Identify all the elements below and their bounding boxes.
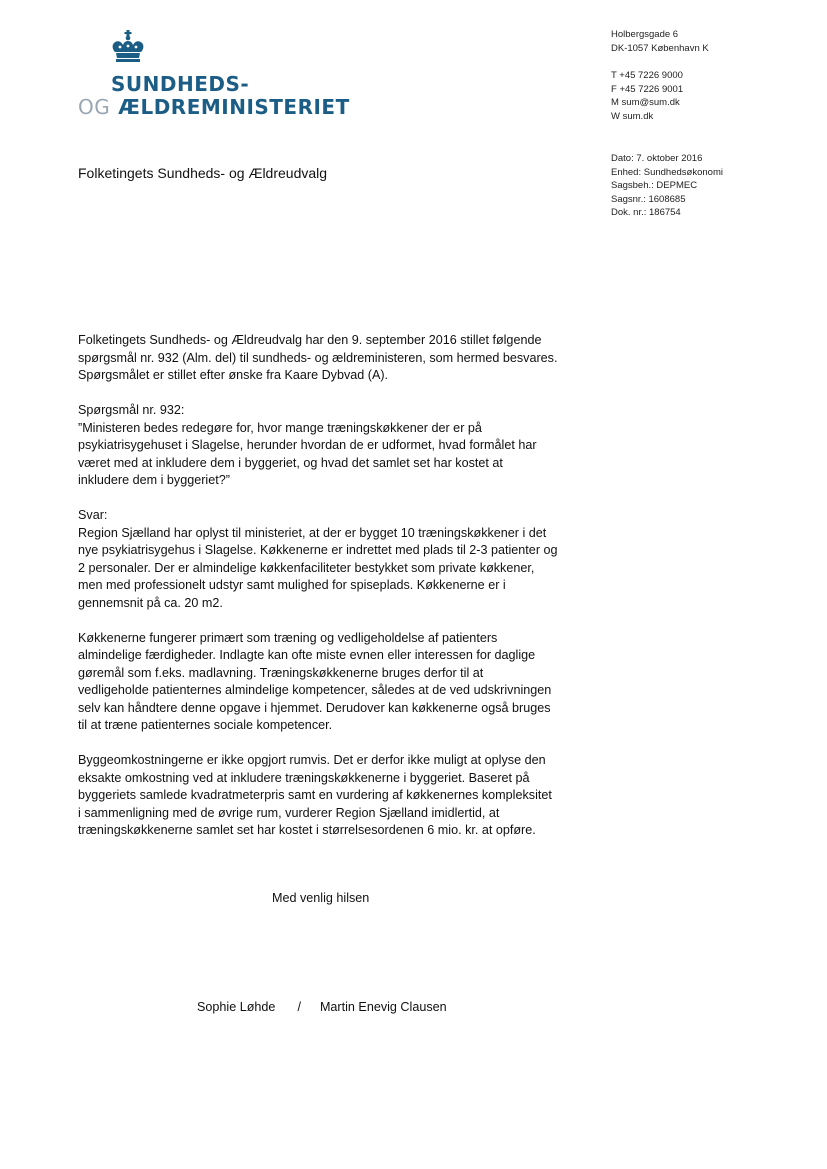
contact-email: M sum@sum.dk: [611, 97, 680, 108]
recipient: Folketingets Sundheds- og Ældreudvalg: [78, 165, 328, 181]
text-line: gøremål som f.eks. madlavning. Træningskøkkenerne bruges derfor til at: [78, 665, 484, 680]
document-metadata: [611, 152, 723, 220]
answer-paragraph: [78, 507, 578, 612]
meta-case-handler: Sagsbeh.: DEPMEC: [611, 180, 698, 191]
answer-heading: Svar:: [78, 508, 108, 522]
sender-address: [611, 28, 709, 55]
text-line: nye psykiatrisygehus i Slagelse. Køkkenerne er indrettet med plads til 2-3 patienter og: [78, 543, 558, 557]
training-purpose-paragraph: [78, 630, 578, 735]
sender-contact: [611, 69, 683, 123]
text-line: Folketingets Sundheds- og Ældreudvalg har den 9. september 2016 stillet følgende: [78, 333, 542, 347]
address-street: Holbergsgade 6: [611, 29, 679, 40]
intro-paragraph: [78, 332, 578, 385]
meta-unit: Enhed: Sundhedsøkonomi: [611, 166, 723, 178]
signatures: [197, 999, 447, 1016]
text-line: Spørgsmålet er stillet efter ønske fra Kaare Dybvad (A).: [78, 368, 389, 382]
address-city: DK-1057 København K: [611, 42, 709, 54]
signature-official: Martin Enevig Clausen: [319, 1000, 447, 1014]
text-line: Køkkenerne fungerer primært som træning og vedligeholdelse af patienters: [78, 630, 498, 645]
logo-ministry-name: ÆLDREMINISTERIET: [118, 95, 350, 119]
contact-fax: F +45 7226 9001: [611, 83, 684, 95]
meta-doc-number: Dok. nr.: 186754: [611, 207, 681, 218]
crown-icon: [108, 30, 148, 66]
text-line: træningskøkkenerne samlet set har kostet i størrelsesordenen 6 mio. kr. at opføre.: [78, 823, 536, 837]
meta-case-number: Sagsnr.: 1608685: [611, 193, 686, 205]
text-line: spørgsmål nr. 932 (Alm. del) til sundheds- og ældreministeren, som hermed besvares.: [78, 350, 558, 365]
logo-wordmark-line1: SUNDHEDS-: [111, 72, 250, 96]
question-heading: Spørgsmål nr. 932:: [78, 403, 185, 417]
text-line: eksakte omkostning ved at inkludere træningskøkkenerne i byggeriet. Baseret på: [78, 770, 530, 785]
text-line: 2 personaler. Der er almindelige køkkenfaciliteter bestykket som private køkkener,: [78, 560, 535, 575]
text-line: Region Sjælland har oplyst til ministeriet, at der er bygget 10 træningskøkkener i det: [78, 525, 547, 540]
text-line: gennemsnit på ca. 20 m2.: [78, 595, 223, 610]
text-line: inkludere dem i byggeriet?”: [78, 473, 230, 487]
logo-wordmark-line2: [78, 95, 350, 119]
signature-separator: /: [297, 1000, 301, 1014]
logo-og-prefix: OG: [78, 95, 111, 119]
text-line: selv kan håndtere denne opgave i hjemmet. Derudover kan køkkenerne også bruges: [78, 700, 551, 715]
text-line: til at træne patienternes sociale kompetencer.: [78, 718, 333, 732]
text-line: byggeriets samlede kvadratmeterpris samt en vurdering af køkkenernes kompleksitet: [78, 788, 552, 802]
text-line: i sammenligning med de øvrige rum, vurderer Region Sjælland imidlertid, at: [78, 805, 500, 820]
text-line: vedligeholde patienternes almindelige kompetencer, således at de ved udskrivningen: [78, 683, 552, 697]
text-line: ”Ministeren bedes redegøre for, hvor mange træningskøkkener der er på: [78, 420, 482, 435]
question-paragraph: [78, 402, 578, 490]
letter-body: [78, 332, 578, 857]
meta-date: Dato: 7. oktober 2016: [611, 153, 703, 164]
text-line: almindelige færdigheder. Indlagte kan ofte miste evnen eller interessen for daglige: [78, 648, 536, 662]
text-line: Byggeomkostningerne er ikke opgjort rumvis. Det er derfor ikke muligt at oplyse den: [78, 753, 546, 767]
text-line: været med at inkludere dem i byggeriet, og hvad det samlet set har kostet at: [78, 455, 503, 470]
contact-phone: T +45 7226 9000: [611, 70, 683, 81]
cost-paragraph: [78, 752, 578, 840]
text-line: men med professionelt udstyr samt mulighed for spiseplads. Køkkenerne er i: [78, 578, 506, 592]
closing-greeting: Med venlig hilsen: [272, 891, 370, 905]
signature-minister: Sophie Løhde: [197, 1000, 276, 1014]
contact-web: W sum.dk: [611, 110, 654, 122]
text-line: psykiatrisygehuset i Slagelse, herunder hvordan de er udformet, hvad formålet har: [78, 438, 537, 452]
